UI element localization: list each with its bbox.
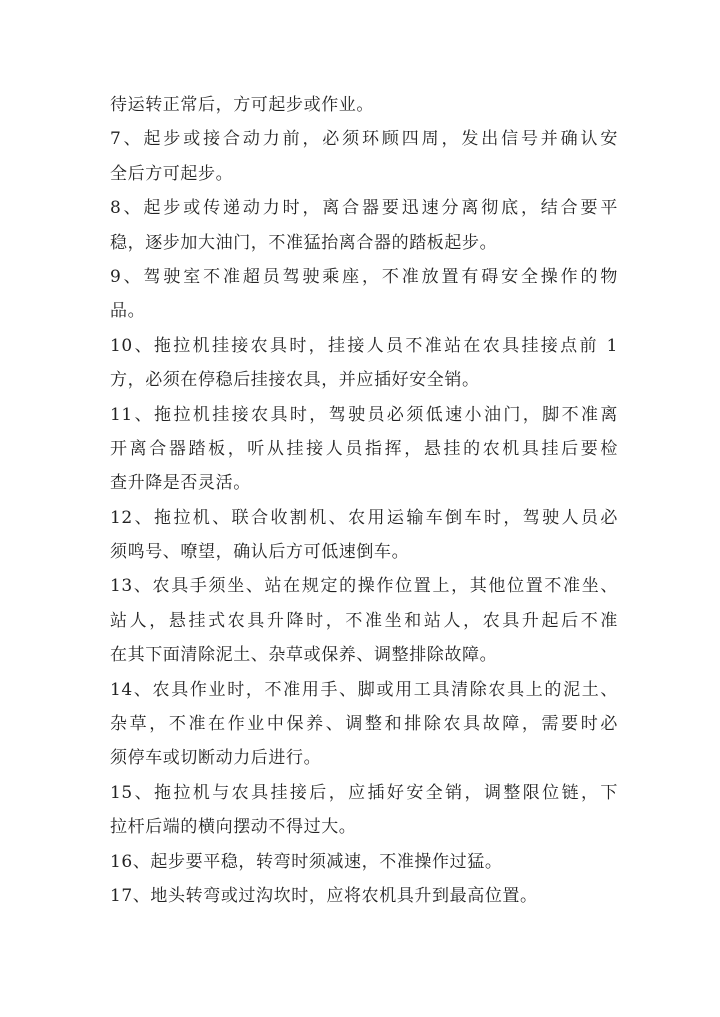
text-line: 11、拖拉机挂接农具时，驾驶员必须低速小油门，脚不准离 — [110, 404, 618, 425]
text-line: 须鸣号、嘹望，确认后方可低速倒车。 — [110, 542, 410, 563]
text-line: 17、地头转弯或过沟坎时，应将农机具升到最高位置。 — [110, 885, 538, 906]
text-line: 全后方可起步。 — [110, 163, 234, 184]
text-line: 开离合器踏板，听从挂接人员指挥，悬挂的农机具挂后要检 — [110, 438, 618, 459]
text-line: 杂草，不准在作业中保养、调整和排除农具故障，需要时必 — [110, 714, 618, 735]
text-line: 品。 — [110, 301, 146, 322]
text-line: 13、农具手须坐、站在规定的操作位置上，其他位置不准坐、 — [110, 576, 618, 597]
text-line: 方，必须在停稳后挂接农具，并应插好安全销。 — [110, 370, 480, 391]
text-line: 14、农具作业时，不准用手、脚或用工具清除农具上的泥土、 — [110, 679, 618, 700]
text-line: 9、驾驶室不准超员驾驶乘座，不准放置有碍安全操作的物 — [110, 266, 618, 287]
text-line: 待运转正常后，方可起步或作业。 — [110, 95, 374, 115]
text-line: 须停车或切断动力后进行。 — [110, 748, 322, 769]
text-line: 拉杆后端的横向摆动不得过大。 — [110, 817, 357, 838]
text-line: 稳，逐步加大油门，不准猛抬离合器的踏板起步。 — [110, 232, 498, 253]
text-line: 10、拖拉机挂接农具时，挂接人员不准站在农具挂接点前 1 — [110, 335, 618, 356]
text-line: 15、拖拉机与农具挂接后，应插好安全销，调整限位链，下 — [110, 782, 618, 803]
document-body — [110, 88, 618, 913]
text-line: 7、起步或接合动力前，必须环顾四周，发出信号并确认安 — [110, 129, 618, 150]
text-line: 16、起步要平稳，转弯时须减速，不准操作过猛。 — [110, 851, 503, 872]
text-line: 8、起步或传递动力时，离合器要迅速分离彻底，结合要平 — [110, 198, 618, 219]
text-line: 12、拖拉机、联合收割机、农用运输车倒车时，驾驶人员必 — [110, 507, 618, 528]
text-line: 在其下面清除泥土、杂草或保养、调整排除故障。 — [110, 645, 498, 666]
text-line: 查升降是否灵活。 — [110, 473, 251, 494]
text-line: 站人，悬挂式农具升降时，不准坐和站人，农具升起后不准 — [110, 610, 618, 631]
